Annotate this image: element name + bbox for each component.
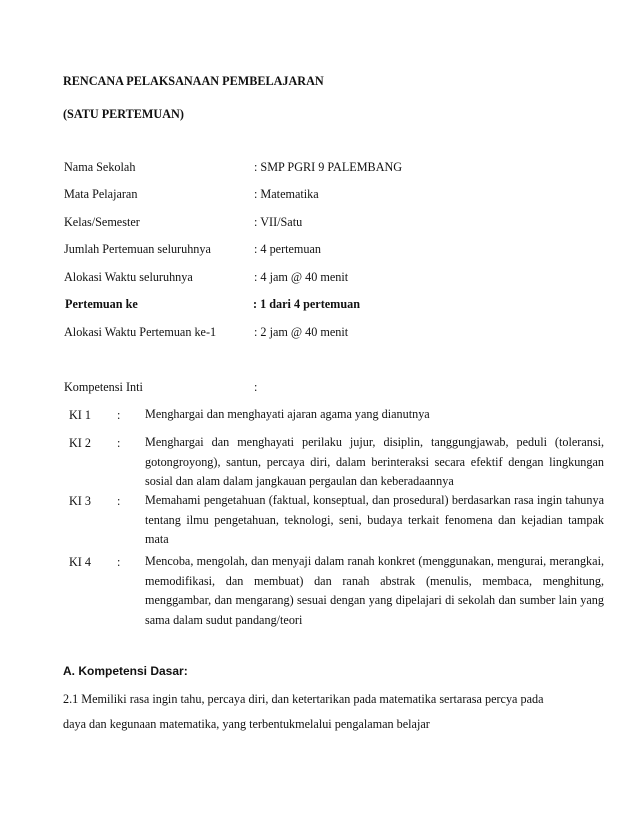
info-label: Mata Pelajaran: [64, 187, 138, 201]
ki-item-3: [69, 494, 604, 554]
ki-separator: :: [117, 408, 121, 422]
ki-separator: :: [117, 436, 121, 450]
info-row-total-meetings: [64, 242, 604, 258]
info-row-meeting-number: [65, 297, 605, 313]
kompetensi-dasar-line-1: 2.1 Memiliki rasa ingin tahu, percaya diri, dan ketertarikan pada matematika sertarasa percya pada: [63, 692, 544, 706]
info-row-school: [64, 160, 604, 176]
ki-item-2: [69, 436, 604, 496]
ki-item-1: [69, 408, 604, 428]
ki-text: Menghargai dan menghayati perilaku jujur, disiplin, tanggungjawab, peduli (toleransi, gotongroyong), santun, percaya diri, dalam berinteraksi secara efektif dengan lingkungan sosial dan alam dalam jangkauan pergaulan dan keberadaannya: [145, 435, 604, 489]
info-label: Alokasi Waktu Pertemuan ke-1: [64, 325, 217, 339]
document-subtitle: (SATU PERTEMUAN): [63, 107, 184, 121]
info-label: Jumlah Pertemuan seluruhnya: [64, 242, 211, 256]
ki-text: Menghargai dan menghayati ajaran agama yang dianutnya: [145, 407, 430, 421]
kompetensi-dasar-heading: A. Kompetensi Dasar:: [63, 664, 188, 678]
ki-separator: :: [117, 555, 121, 569]
info-label: Pertemuan ke: [65, 297, 138, 311]
info-label: Kelas/Semester: [64, 215, 140, 229]
ki-code: KI 1: [69, 408, 92, 422]
info-value: : 1 dari 4 pertemuan: [253, 297, 360, 311]
kompetensi-inti-colon: :: [254, 380, 258, 394]
ki-code: KI 2: [69, 436, 92, 450]
info-row-meeting-time: [64, 325, 604, 341]
info-value: : Matematika: [254, 187, 319, 201]
info-value: : SMP PGRI 9 PALEMBANG: [254, 160, 403, 174]
ki-code: KI 4: [69, 555, 92, 569]
info-row-total-time: [64, 270, 604, 286]
info-value: : VII/Satu: [254, 215, 303, 229]
info-label: Alokasi Waktu seluruhnya: [64, 270, 193, 284]
ki-separator: :: [117, 494, 121, 508]
info-value: : 2 jam @ 40 menit: [254, 325, 349, 339]
document-title: RENCANA PELAKSANAAN PEMBELAJARAN: [63, 74, 324, 88]
kompetensi-dasar-line-2: daya dan kegunaan matematika, yang terbentukmelalui pengalaman belajar: [63, 717, 430, 731]
ki-text: Mencoba, mengolah, dan menyaji dalam ranah konkret (menggunakan, mengurai, merangkai, memodifikasi, dan membuat) dan ranah abstrak (menulis, membaca, menghitung, menggambar, dan mengarang) sesuai dengan yang dipelajari di sekolah dan sumber lain yang sama dalam sudut pandang/teori: [145, 554, 604, 627]
kompetensi-inti-label: Kompetensi Inti: [64, 380, 143, 394]
info-value: : 4 pertemuan: [254, 242, 322, 256]
ki-code: KI 3: [69, 494, 92, 508]
kompetensi-inti-heading: [64, 380, 604, 396]
ki-item-4: [69, 555, 604, 635]
info-row-subject: [64, 187, 604, 203]
ki-text: Memahami pengetahuan (faktual, konseptual, dan prosedural) berdasarkan rasa ingin tahunya tentang ilmu pengetahuan, teknologi, seni, budaya terkait fenomena dan kejadian tampak mata: [145, 493, 604, 547]
info-row-class: [64, 215, 604, 231]
info-label: Nama Sekolah: [64, 160, 136, 174]
info-value: : 4 jam @ 40 menit: [254, 270, 349, 284]
